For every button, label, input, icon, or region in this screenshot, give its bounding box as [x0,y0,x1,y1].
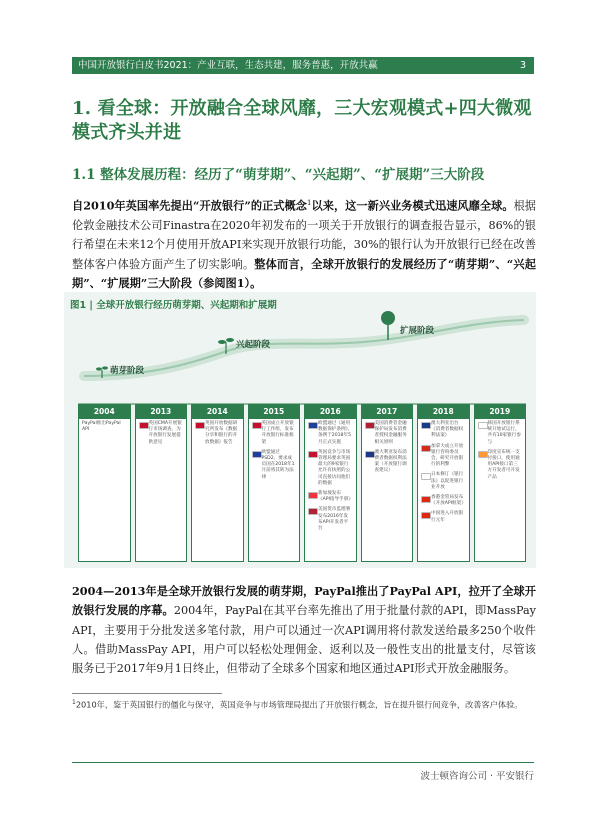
stage-label-rise: 兴起阶段 [236,340,271,350]
page-number: 3 [519,60,526,71]
timeline-event [418,509,469,525]
timeline-event [362,419,413,448]
timeline-column-2004 [78,404,131,562]
timeline-event [136,419,187,448]
figure-1 [64,292,536,568]
stage-label-sprout: 萌芽阶段 [110,366,145,376]
timeline-column-2016 [304,404,357,562]
timeline-year: 2015 [249,405,300,419]
stage-label-expand: 扩展阶段 [400,326,435,336]
au-flag-icon [421,422,431,429]
timeline-year: 2004 [79,405,130,419]
section-heading: 1. 看全球：开放融合全球风靡，三大宏观模式+四大微观模式齐头并进 [72,98,532,143]
intro-bold-c: 整体而言，全球开放银行的发展经历了“萌芽期”、“兴起期”、“扩展期”三大阶段（参阅图1）。 [72,256,536,290]
timeline-event-text: 欧盟通过《通用数据保护条例》，条例于2018年5月正式实施 [318,421,353,445]
footnote-ref: 1 [306,199,312,207]
timeline-event [475,448,526,483]
timeline-year: 2013 [136,405,187,419]
timeline-year: 2018 [418,405,469,419]
timeline-event [305,448,356,489]
timeline-event [79,419,130,435]
jp-flag-icon [421,473,431,480]
timeline [78,404,526,562]
eu-flag-icon [308,422,318,429]
timeline-event [249,419,300,448]
timeline-event-text: PayPal推出PayPal API [82,421,121,433]
cn-flag-icon [421,512,431,519]
intro-paragraph [72,194,536,293]
footnote-mark: 1 [72,699,76,706]
timeline-event [192,419,243,448]
timeline-column-2019 [474,404,527,562]
timeline-column-2015 [248,404,301,562]
timeline-event-text: 英国开放数据研究所发布《数据分享和银行的开放数据》报告 [205,421,238,445]
in-flag-icon [478,451,488,458]
timeline-event [418,493,469,509]
timeline-event [305,489,356,505]
timeline-column-2017 [361,404,414,562]
timeline-event [362,448,413,477]
footer-text: 波士顿咨询公司 · 平安银行 [420,771,534,782]
timeline-column-2013 [135,404,188,562]
us-flag-icon [308,508,318,515]
para2-text: 2004年，PayPal在其平台率先推出了用于批量付款的API，即MassPay API，主要用于分批发送多笔付款，用户可以通过一次API调用将付款发送给最多250个收件人。借助MassPay API，用户可以轻松处理佣金、返利以及一般性支出的批量支付，尽管该服务已于2017年9月1日终止，但带动了全球多个国家和地区通过API形式开放金融服务。 [72,604,536,676]
timeline-event-text: 英国CMA开展银行市场调查，为开放银行发展提供意见 [148,421,182,445]
timeline-event-text: 澳大利亚出台《消费者数据权利法案》 [431,421,464,439]
header-title: 中国开放银行白皮书2021：产业互联，生态共建，服务普惠，开放共赢 [78,60,378,71]
timeline-event [418,470,469,493]
subsection-heading: 1.1 整体发展历程：经历了“萌芽期”、“兴起期”、“扩展期”三大阶段 [72,167,485,183]
timeline-event-text: 日本修订《银行法》以促进银行业开放 [431,472,464,490]
sg-flag-icon [308,492,318,499]
uk-flag-icon [308,451,318,458]
timeline-event [249,448,300,483]
timeline-event [305,419,356,448]
hk-flag-icon [421,496,431,503]
timeline-column-2018 [417,404,470,562]
footnote-text: 2010年，鉴于英国银行的僵化与保守，英国竞争与市场管理局提出了开放银行概念，旨在提升银行间竞争，改善客户体验。 [75,699,523,710]
eu-flag-icon [252,451,262,458]
footnote-divider [72,693,222,694]
timeline-event-text: 香港金管局发布《开放API框架》 [431,495,466,507]
uk-flag-icon [195,422,205,429]
footnote [72,697,534,711]
timeline-event-text: 美国货币监理署发布2016年发布API开发者平台 [318,507,351,532]
timeline-event-text: 中国进入开放银行元年 [431,511,464,523]
body-paragraph-2 [72,582,536,678]
figure-title: 图1 | 全球开放银行经历萌芽期、兴起期和扩展期 [70,300,277,311]
us-flag-icon [365,422,375,429]
timeline-event-text: 新加坡发布《API指导手册》 [318,491,353,503]
timeline-event [475,419,526,448]
timeline-year: 2017 [362,405,413,419]
intro-text: 根据伦敦金融技术公司Finastra在2020年初发布的一项关于开放银行的调查报告显示，86%的银行希望在未来12个月使用开放API来实现开放银行功能，30%的银行认为开放银行已经在改善整体客户体验方面产生了切实影响。 [72,199,536,271]
timeline-event-text: 加拿大成立开放银行咨询委员会，研究开放银行的利弊 [431,443,464,468]
timeline-year: 2016 [305,405,356,419]
uk-flag-icon [139,422,149,429]
ca-flag-icon [421,445,431,452]
timeline-year: 2014 [192,405,243,419]
intro-bold-a: 自2010年英国率先提出“开放银行”的正式概念 [72,198,307,213]
timeline-event [418,442,469,471]
header-bar [72,57,534,74]
timeline-event-text: 澳大利亚发布消费者数据权利法案（开放银行调查建议） [374,449,407,474]
timeline-event-text: 韩国开放银行系统开始试运行，共有10家银行参与 [487,421,521,445]
au-flag-icon [365,451,375,458]
timeline-event-text: 英国成立开放银行工作组，发布开放银行标准框架 [261,421,294,445]
kr-flag-icon [478,422,488,429]
timeline-event-text: 欧盟通过PSD2，要求成员国在2018年1月前将其转为法律 [261,449,295,480]
intro-bold-b: 以来，这一新兴业务模式迅速风靡全球。 [311,198,514,213]
timeline-event-text: 印度宣布统一支付接口，使用通用API接口第三方开发者可开发产品 [487,449,520,480]
footer-divider [72,762,534,763]
para2-bold: 2004—2013年是全球开放银行发展的萌芽期，PayPal推出了PayPal API，拉开了全球开放银行发展的序幕。 [72,584,536,618]
timeline-event-text: 美国消费者金融保护局发布消费者授权金融服务相关原则 [374,421,407,445]
timeline-event [305,505,356,534]
timeline-event [418,419,469,442]
timeline-year: 2019 [475,405,526,419]
timeline-column-2014 [191,404,244,562]
uk-flag-icon [252,422,262,429]
timeline-event-text: 英国竞争与市场管理局要求英国最大的9家银行允许有执照的公司直接访问他们的数据 [318,449,351,486]
